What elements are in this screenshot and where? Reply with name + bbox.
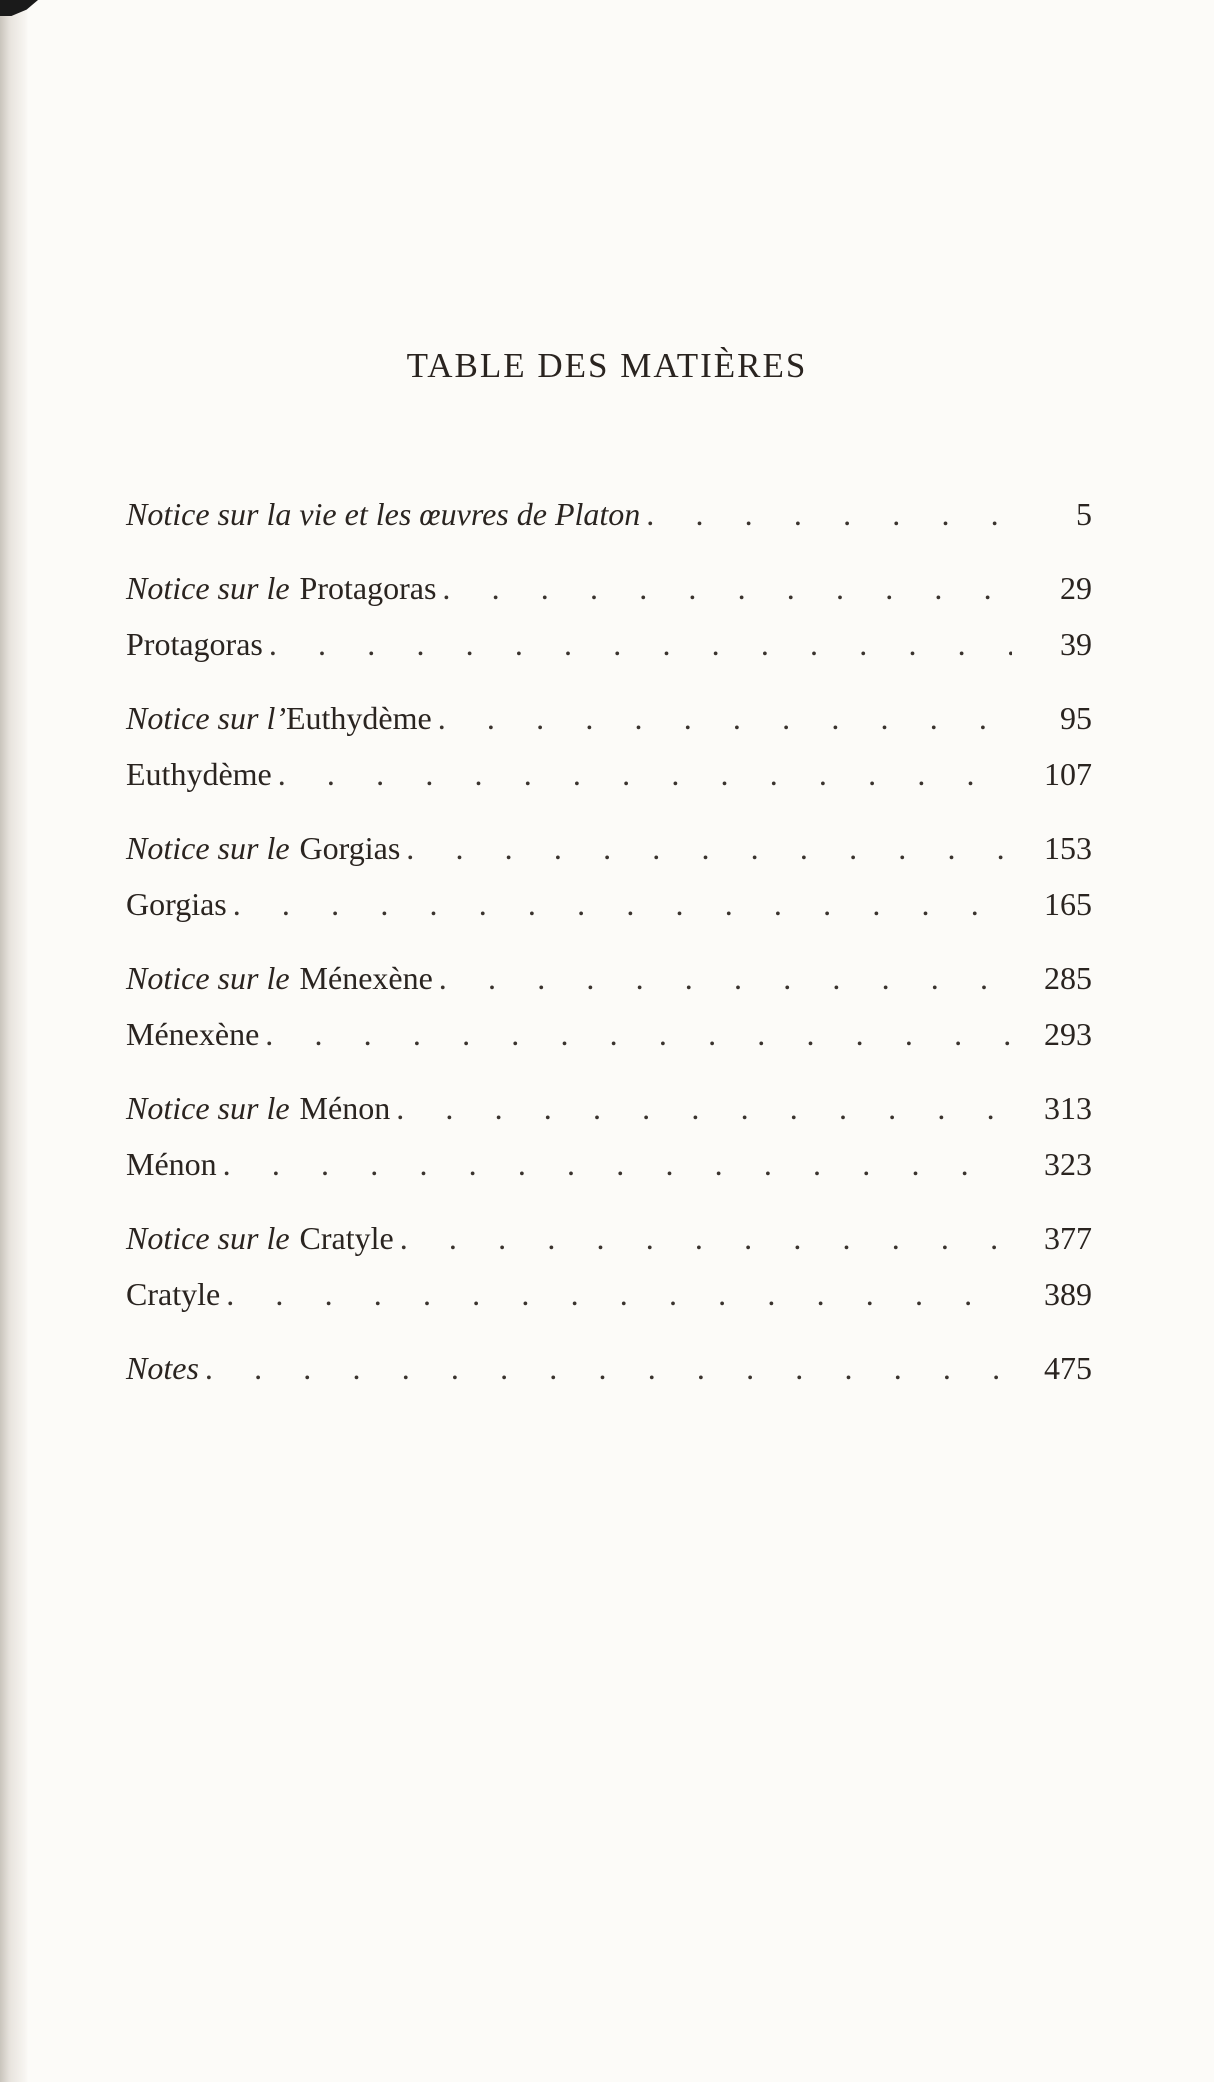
entry-page-number: 313 (1044, 1090, 1092, 1126)
dot-leader (406, 820, 1012, 876)
entry-prefix: Notice sur l’ (126, 700, 286, 736)
dot-leader (278, 746, 1012, 802)
entry-label (126, 1340, 199, 1396)
entry-prefix: Notice sur le (126, 1220, 290, 1256)
dot-leader (646, 486, 1012, 542)
dot-leader (438, 690, 1012, 746)
entry-page-number: 323 (1044, 1146, 1092, 1182)
toc-entry[interactable] (126, 616, 1092, 672)
entry-work-title: Euthydème (285, 700, 432, 736)
entry-work-title: Cratyle (299, 1220, 394, 1256)
entry-prefix: Notice sur le (126, 830, 290, 866)
toc-group (126, 486, 1092, 542)
entry-label (126, 560, 436, 616)
entry-work-title: Ménon (299, 1090, 391, 1126)
entry-prefix: Notice sur le (126, 1090, 290, 1126)
toc-group (126, 1210, 1092, 1322)
entry-label (126, 486, 640, 542)
toc-entry[interactable] (126, 1266, 1092, 1322)
dot-leader (233, 876, 1012, 932)
toc-group (126, 690, 1092, 802)
entry-work-title: Ménon (126, 1146, 217, 1182)
toc-group (126, 950, 1092, 1062)
entry-page-number: 293 (1044, 1016, 1092, 1052)
page-edge-shadow (0, 0, 28, 2082)
entry-work-title: Notes (126, 1350, 199, 1386)
entry-page-number: 389 (1044, 1276, 1092, 1312)
entry-label (126, 1080, 390, 1136)
dot-leader (223, 1136, 1012, 1192)
dot-leader (400, 1210, 1012, 1266)
toc-entry[interactable] (126, 1136, 1092, 1192)
toc-group (126, 1340, 1092, 1396)
entry-page-number: 107 (1044, 756, 1092, 792)
entry-label (126, 746, 272, 802)
table-of-contents (126, 486, 1092, 1414)
entry-label (126, 876, 227, 932)
entry-page-number: 475 (1044, 1350, 1092, 1386)
toc-group (126, 820, 1092, 932)
dot-leader (439, 950, 1012, 1006)
entry-prefix: Notice sur le (126, 570, 290, 606)
entry-page-number: 377 (1044, 1220, 1092, 1256)
entry-work-title: Notice sur la vie et les œuvres de Platon (126, 496, 641, 532)
toc-entry[interactable] (126, 820, 1092, 876)
entry-label (126, 616, 263, 672)
toc-entry[interactable] (126, 1080, 1092, 1136)
dot-leader (396, 1080, 1012, 1136)
toc-entry[interactable] (126, 486, 1092, 542)
entry-label (126, 690, 432, 746)
entry-page-number: 29 (1060, 570, 1092, 606)
toc-entry[interactable] (126, 746, 1092, 802)
toc-entry[interactable] (126, 1210, 1092, 1266)
toc-entry[interactable] (126, 876, 1092, 932)
entry-prefix: Notice sur le (126, 960, 290, 996)
entry-work-title: Gorgias (299, 830, 401, 866)
entry-page-number: 165 (1044, 886, 1092, 922)
entry-label (126, 820, 400, 876)
entry-page-number: 5 (1076, 496, 1092, 532)
toc-group (126, 1080, 1092, 1192)
entry-label (126, 950, 433, 1006)
dot-leader (442, 560, 1012, 616)
entry-work-title: Cratyle (126, 1276, 221, 1312)
entry-work-title: Euthydème (126, 756, 272, 792)
dot-leader (265, 1006, 1012, 1062)
toc-entry[interactable] (126, 950, 1092, 1006)
entry-label (126, 1210, 394, 1266)
entry-label (126, 1266, 220, 1322)
toc-entry[interactable] (126, 1006, 1092, 1062)
entry-work-title: Gorgias (126, 886, 227, 922)
entry-work-title: Ménexène (299, 960, 433, 996)
entry-work-title: Protagoras (126, 626, 263, 662)
dot-leader (205, 1340, 1012, 1396)
entry-page-number: 285 (1044, 960, 1092, 996)
toc-entry[interactable] (126, 1340, 1092, 1396)
dot-leader (269, 616, 1012, 672)
toc-entry[interactable] (126, 690, 1092, 746)
entry-page-number: 153 (1044, 830, 1092, 866)
dot-leader (226, 1266, 1012, 1322)
entry-label (126, 1136, 217, 1192)
page-title: TABLE DES MATIÈRES (406, 346, 808, 385)
entry-page-number: 39 (1060, 626, 1092, 662)
entry-label (126, 1006, 259, 1062)
toc-entry[interactable] (126, 560, 1092, 616)
toc-group (126, 560, 1092, 672)
entry-work-title: Protagoras (299, 570, 437, 606)
entry-page-number: 95 (1060, 700, 1092, 736)
entry-work-title: Ménexène (126, 1016, 260, 1052)
